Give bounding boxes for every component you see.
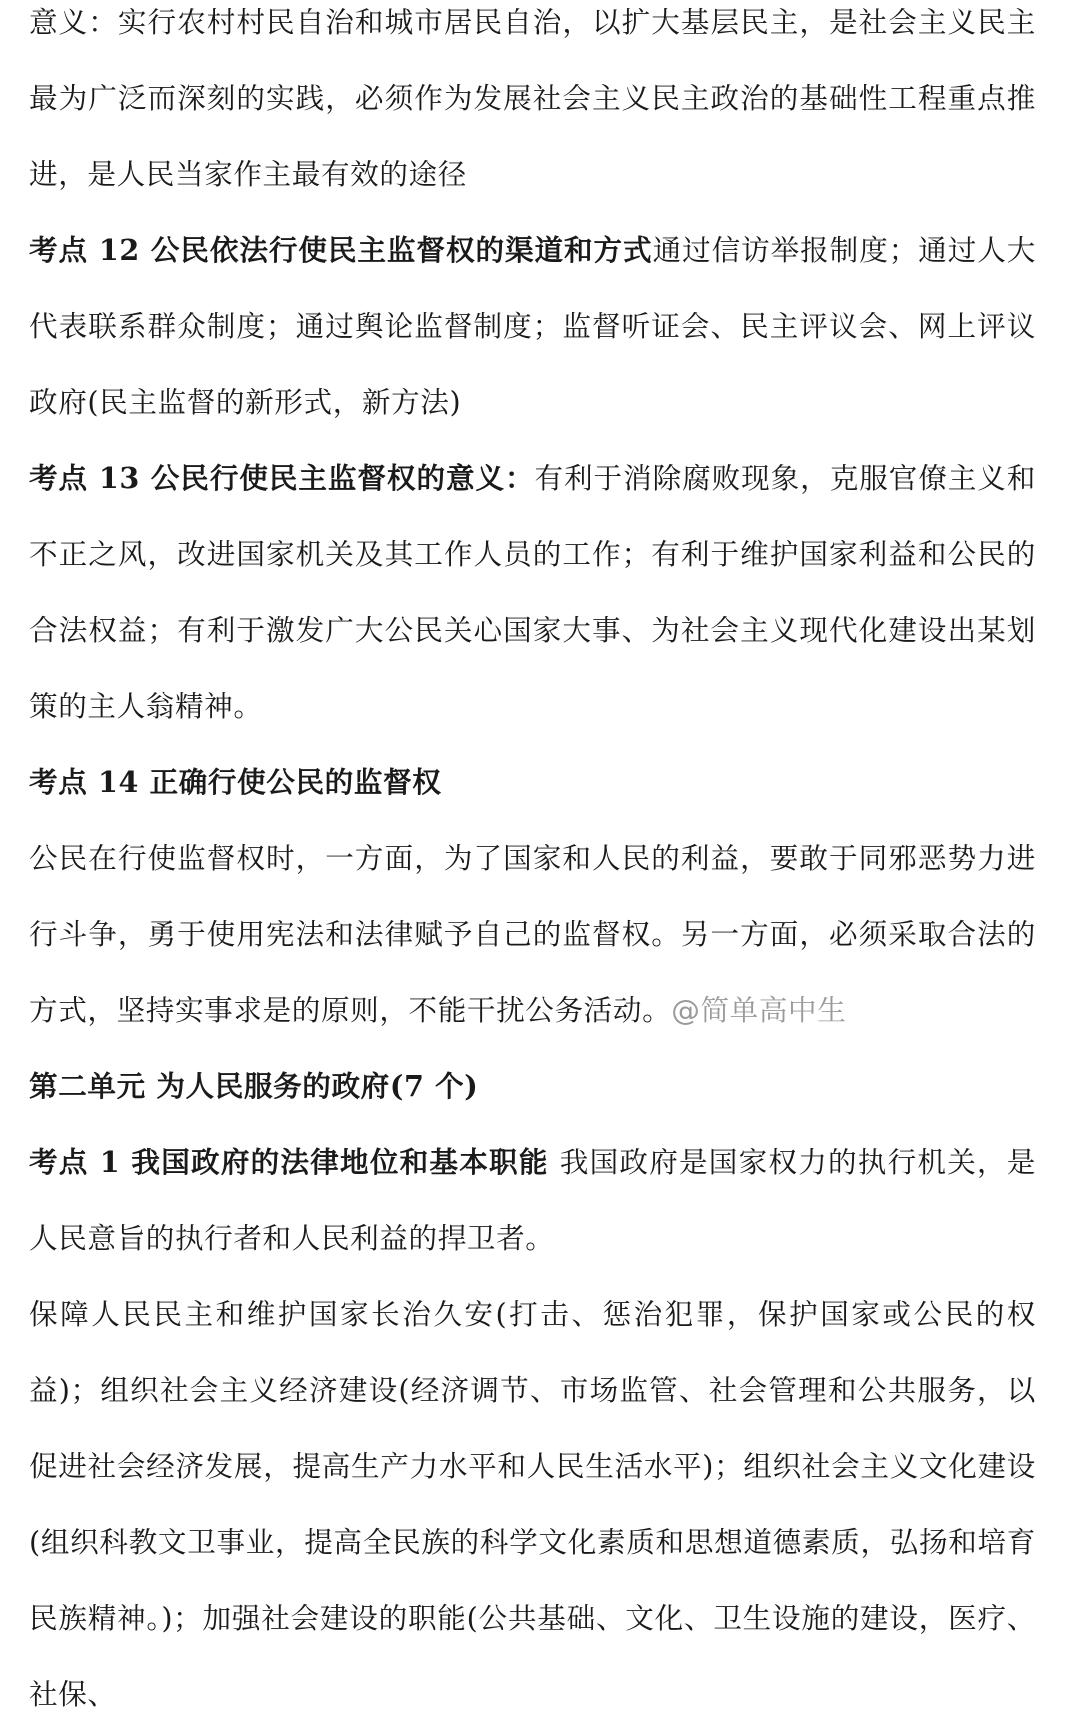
paragraph-point-1 bbox=[29, 1124, 1036, 1276]
point-heading: 考点 13 公民行使民主监督权的意义： bbox=[29, 461, 535, 495]
watermark-text: @简单高中生 bbox=[671, 993, 847, 1027]
unit-title: 第二单元 为人民服务的政府(7 个) bbox=[29, 1069, 479, 1103]
paragraph-text: 意义：实行农村村民自治和城市居民自治，以扩大基层民主，是社会主义民主最为广泛而深刻的实践，必须作为发展社会主义民主政治的基础性工程重点推进，是人民当家作主最有效的途径 bbox=[29, 5, 1036, 191]
point-heading: 考点 14 正确行使公民的监督权 bbox=[29, 765, 442, 799]
paragraph-supervision-exercise bbox=[29, 820, 1036, 1048]
point-heading: 考点 1 我国政府的法律地位和基本职能 bbox=[29, 1145, 560, 1179]
paragraph-text: 有利于消除腐败现象，克服官僚主义和不正之风，改进国家机关及其工作人员的工作；有利于维护国家利益和公民的合法权益；有利于激发广大公民关心国家大事、为社会主义现代化建设出某划策的主人翁精神。 bbox=[29, 461, 1036, 723]
paragraph-government-functions bbox=[29, 1276, 1036, 1732]
paragraph-text: 保障人民民主和维护国家长治久安(打击、惩治犯罪，保护国家或公民的权益)；组织社会主义经济建设(经济调节、市场监管、社会管理和公共服务，以促进社会经济发展，提高生产力水平和人民生活水平)；组织社会主义文化建设(组织科教文卫事业，提高全民族的科学文化素质和思想道德素质，弘扬和培育民族精神。)；加强社会建设的职能(公共基础、文化、卫生设施的建设，医疗、社保、 bbox=[29, 1297, 1036, 1711]
unit-heading bbox=[29, 1048, 1036, 1124]
point-14-heading bbox=[29, 744, 1036, 820]
paragraph-point-12 bbox=[29, 212, 1036, 440]
paragraph-text: 公民在行使监督权时，一方面，为了国家和人民的利益，要敢于同邪恶势力进行斗争，勇于使用宪法和法律赋予自己的监督权。另一方面，必须采取合法的方式，坚持实事求是的原则，不能干扰公务活动。 bbox=[29, 841, 1036, 1027]
paragraph-text: 我国政府是国家权力的执行机关，是人民意旨的执行者和人民利益的捍卫者。 bbox=[29, 1145, 1036, 1255]
paragraph-text: 通过信访举报制度；通过人大代表联系群众制度；通过舆论监督制度；监督听证会、民主评议会、网上评议政府(民主监督的新形式，新方法) bbox=[29, 233, 1036, 419]
paragraph-autonomy-significance bbox=[29, 0, 1036, 212]
point-heading: 考点 12 公民依法行使民主监督权的渠道和方式 bbox=[29, 233, 653, 267]
paragraph-point-13 bbox=[29, 440, 1036, 744]
